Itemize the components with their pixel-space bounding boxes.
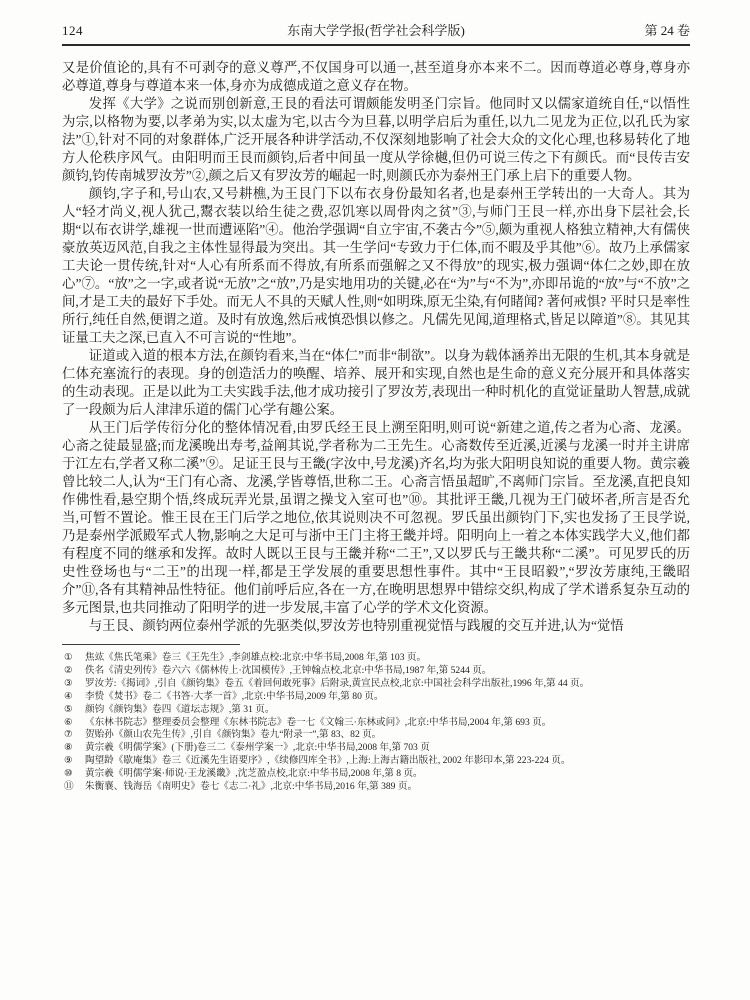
footnote-item — [62, 742, 690, 755]
footnote-item — [62, 755, 690, 768]
footnote-marker: ⑨ — [64, 755, 73, 767]
body-paragraph: 证道或入道的根本方法,在颜钧看来,当在“体仁”而非“制欲”。以身为载体涵养出无限的生机,其本身就是仁体充塞流行的表现。身的创造活力的唤醒、培养、展开和实现,自然也是生命的意义充分展开和具体落实的生动表现。正是以此为工夫实践手法,他才成功接引了罗汝芳,表现出一种时机化的直觉证量助人智慧,成就了一段颇为后人津津乐道的儒门心学有趣公案。 — [62, 348, 690, 417]
footnote-item — [62, 678, 690, 691]
footnote-text: 罗汝芳:《揭词》,引自《颜钧集》卷五《着回何敢死事》后附录,黄宣民点校,北京:中国社会科学出版社,1996 年,第 44 页。 — [85, 677, 590, 689]
body-paragraph: 颜钧,字子和,号山农,又号耕樵,为王艮门下以布衣身份最知名者,也是泰州王学转出的一大奇人。其为人“轻才尚义,视人犹己,鬻衣装以给生徒之费,忍饥寒以周骨肉之贫”③,与师门王艮一样,亦出身下层社会,长期“以布衣讲学,雄视一世而遭诬陷”④。他治学强调“自立宇宙,不袭古今”⑤,颇为重视人格独立精神,大有儒侠豪放英迈风范,自我之主体性显得最为突出。其一生学问“专致力于仁体,而不暇及乎其他”⑥。故乃上承儒家工夫论一贯传统,针对“人心有所系而不得放,有所系而强解之又不得放”的现实,极力强调“体仁之妙,即在放心”⑦。“放”之一字,或者说“无放”之“放”,乃是实地用功的关键,必在“为”与“不为”,亦即吊诡的“放”与“不放”之间,才是工夫的最好下手处。而无人不具的天赋人性,则“如明珠,原无尘染,有何睹闻? 著何戒惧? 平时只是率性所行,纯任自然,便谓之道。及时有放逸,然后戒慎恐惧以修之。凡儒先见闻,道理格式,皆足以障道”⑧。其见其证量工夫之深,已直入不可言说的“性地”。 — [62, 186, 690, 345]
footnote-text: 佚名《清史列传》卷六六《儒林传上·沈国模传》,王钟翰点校,北京:中华书局,1987 年,第 5244 页。 — [85, 664, 492, 676]
footnotes-list — [62, 652, 690, 794]
footnote-text: 焦竑《焦氏笔乘》卷三《王先生》,李剑雄点校:北京:中华书局,2008 年,第 103 页。 — [85, 652, 427, 663]
page-number: 124 — [62, 23, 83, 38]
footnote-text: 朱衡襄、钱海岳《南明史》卷七《志二·礼》,北京:中华书局,2016 年,第 389 页。 — [85, 781, 418, 793]
footnote-marker: ① — [64, 652, 73, 663]
footnote-text: 《东林书院志》整理委员会整理《东林书院志》卷一七《文翰三·东林或问》,北京:中华书局,2004 年,第 693 页。 — [85, 716, 552, 728]
footnote-text: 李贽《焚书》卷二《书答·大孝一首》,北京:中华书局,2009 年,第 80 页。 — [85, 690, 384, 702]
footnote-marker: ④ — [64, 690, 73, 702]
footnote-marker: ③ — [64, 677, 73, 689]
footnote-marker: ② — [64, 664, 73, 676]
volume-label: 第 24 卷 — [644, 23, 690, 38]
footnote-marker: ⑪ — [64, 781, 74, 793]
body-paragraph: 与王艮、颜钧两位泰州学派的先驱类似,罗汝芳也特别重视觉悟与践履的交互并进,认为“觉悟 — [88, 618, 624, 633]
journal-title: 东南大学学报(哲学社会科学版) — [287, 23, 465, 38]
footnote-item — [62, 768, 690, 781]
footnote-divider — [62, 644, 240, 645]
footnote-text: 黄宗羲《明儒学案》(下册)卷三二《泰州学案一》,北京:中华书局,2008 年,第 703 页 — [85, 742, 430, 754]
footnote-item — [62, 729, 690, 742]
footnote-item — [62, 717, 690, 730]
footnote-text: 颜钧《颜钧集》卷四《道坛志规》,第 31 页。 — [85, 703, 275, 715]
body-paragraph: 从王门后学传衍分化的整体情况看,由罗氏经王艮上溯至阳明,则可说“新建之道,传之者为心斋、龙溪。心斋之徒最显盛;而龙溪晚出寿考,益阐其说,学者称为二王先生。心斋数传至近溪,近溪与龙溪一时并主讲席于江左右,学者又称二溪”⑨。足证王艮与王畿(字汝中,号龙溪)齐名,均为张大阳明良知说的重要人物。黄宗羲曾比较二人,认为“王门有心斋、龙溪,学皆尊悟,世称二王。心斋言悟虽超旷,不离师门宗旨。至龙溪,直把良知作佛性看,悬空期个悟,终成玩弄光景,虽谓之操戈入室可也”⑩。其批评王畿,几视为王门破坏者,所言是否允当,可暂不置论。惟王艮在王门后学之地位,依其说则决不可忽视。罗氏虽出颜钧门下,实也发扬了王艮学说,乃是泰州学派殿军式人物,影响之大足可与浙中王门主将王畿并埒。阳明向上一着之本体实践学大义,他们都有程度不同的继承和发挥。故时人既以王艮与王畿并称“二王”,又以罗氏与王畿共称“二溪”。可见罗氏的历史性登场也与“二王”的出现一样,都是王学发展的重要思想性事件。其中“王艮昭毅”,“罗汝芳康纯,王畿昭介”⑪,各有其精神品性特征。他们前呼后应,各在一方,在晚明思想界中错综交织,构成了学术谱系复杂互动的多元图景,也共同推动了阳明学的进一步发展,丰富了心学的学术文化资源。 — [62, 420, 690, 615]
footnote-text: 贺贻孙《颜山农先生传》,引自《颜钧集》卷九“附录一”,第 83、82 页。 — [85, 729, 382, 741]
footnote-marker: ⑦ — [64, 729, 73, 741]
footnote-item — [62, 781, 690, 794]
footnote-item — [62, 691, 690, 704]
footnote-marker: ⑧ — [64, 742, 73, 754]
footnote-marker: ⑤ — [64, 703, 73, 715]
body-paragraph: 发挥《大学》之说而别创新意,王艮的看法可谓颇能发明圣门宗旨。他同时又以儒家道统自任,“以悟性为宗,以格物为要,以孝弟为实,以太虚为宅,以古今为旦暮,以明学启后为重任,以九二见龙为正位,以孔氏为家法”①,针对不同的对象群体,广泛开展各种讲学活动,不仅深刻地影响了社会大众的文化心理,也移易转化了地方人伦秩序风气。由阳明而王艮而颜钧,后者中间虽一度从学徐樾,但仍可说三传之下有颜氏。而“艮传吉安颜钧,钧传南城罗汝芳”②,颜之后又有罗汝芳的崛起一时,则颜氏亦为泰州王门承上启下的重要人物。 — [62, 96, 690, 183]
body-paragraph: 又是价值论的,具有不可剥夺的意义尊严,不仅国身可以通一,甚至道身亦本来不二。因而尊道必尊身,尊身亦必尊道,尊身与尊道本来一体,身亦为成德成道之意义存在物。 — [62, 60, 690, 93]
footnote-text: 黄宗羲《明儒学案·师说·王龙溪畿》,沈芝盈点校,北京:中华书局,2008 年,第 8 页。 — [85, 768, 423, 780]
footnote-item — [62, 665, 690, 678]
footnote-text: 陶望龄《歇庵集》卷三《近溪先生语要序》,《续修四库全书》,上海:上海古籍出版社, 2002 年影印本,第 223-224 页。 — [85, 755, 571, 767]
footnote-item — [62, 652, 690, 665]
footnote-item — [62, 704, 690, 717]
footnote-marker: ⑩ — [64, 768, 73, 780]
article-body — [62, 59, 690, 635]
footnote-marker: ⑥ — [64, 716, 73, 728]
page-header — [62, 20, 690, 46]
